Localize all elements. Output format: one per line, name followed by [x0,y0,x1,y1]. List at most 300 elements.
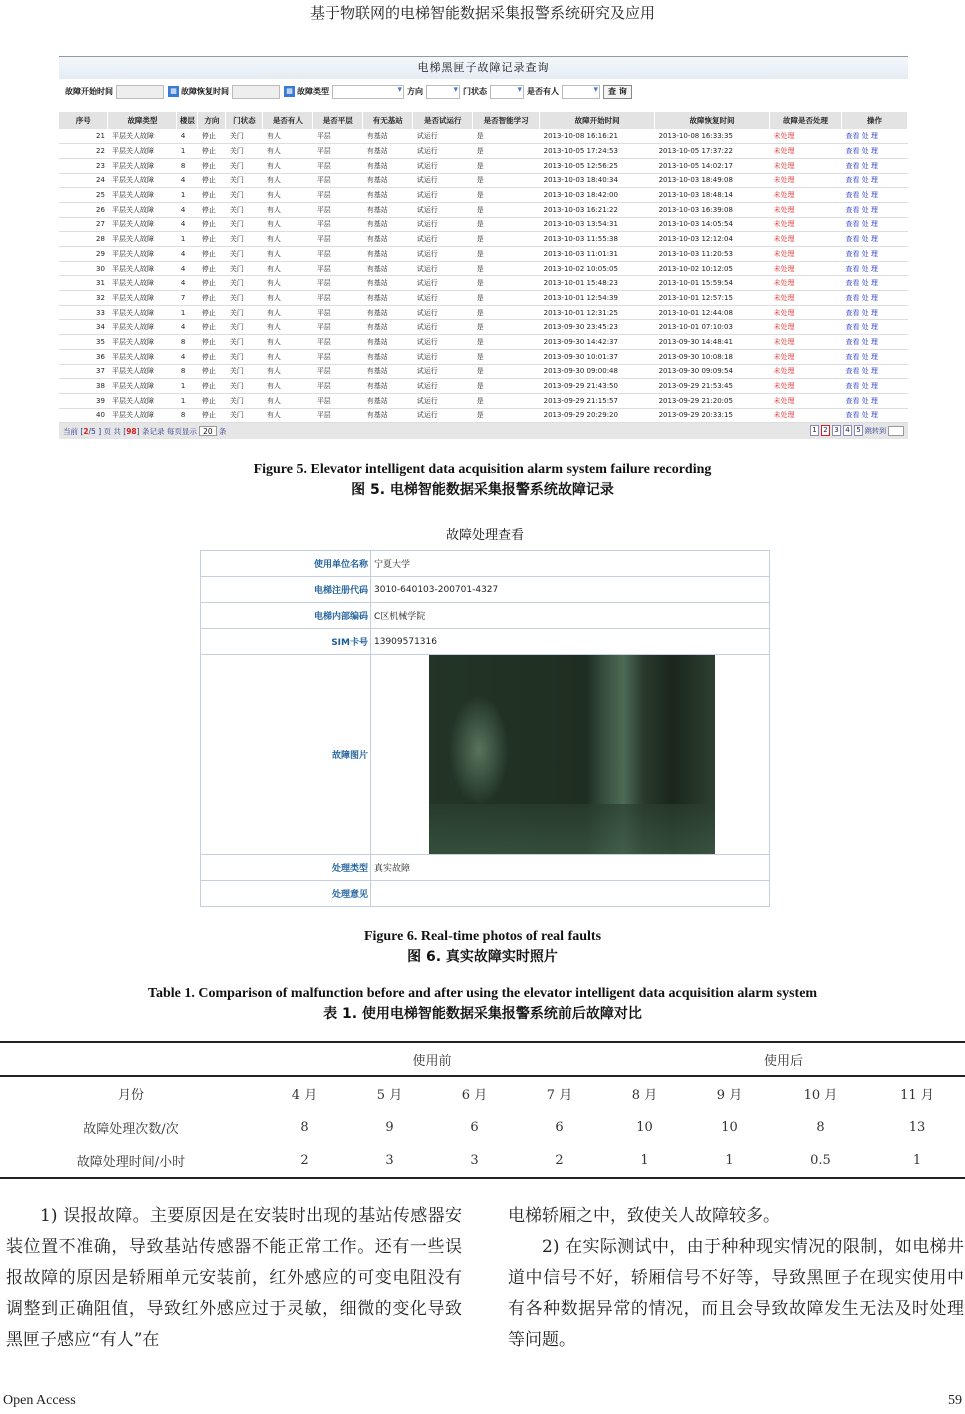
table-cell: 故障处理时间/小时 [0,1144,262,1178]
table-cell: 有人 [263,261,313,276]
page-link[interactable]: 2 [821,425,830,436]
table-cell: 平层 [313,144,363,159]
table-cell: 有基站 [363,393,413,408]
table-cell: 40 [59,408,108,423]
status-badge: 未处理 [770,217,842,232]
table-cell: 2013-10-03 18:42:00 [540,188,655,203]
row-actions-link[interactable]: 查看 处 理 [841,335,907,350]
fault-view-table [200,550,770,907]
table-cell: 有基站 [363,261,413,276]
table-cell: 1 [602,1144,687,1178]
table-row [59,129,908,144]
page-link[interactable]: 3 [832,425,841,436]
table-cell: 10 月 [803,1088,838,1103]
page-link[interactable]: 4 [843,425,852,436]
table-cell: 平层关人故障 [108,232,177,247]
table-cell: 有人 [263,364,313,379]
table-cell: 2013-10-01 07:10:03 [655,320,770,335]
table-cell: 试运行 [413,188,473,203]
table-cell: 是 [473,158,540,173]
table-cell: 是 [473,129,540,144]
table-cell: 是 [473,217,540,232]
table-cell: 停止 [198,408,226,423]
table-cell: 平层 [313,393,363,408]
field-label: 电梯内部编码 [201,603,371,629]
status-badge: 未处理 [770,364,842,379]
table-cell: 2013-09-29 21:20:05 [655,393,770,408]
table-cell: 6 月 [461,1088,488,1103]
footer-open-access: Open Access [3,1393,76,1408]
table-cell: 4 [177,202,198,217]
status-badge: 未处理 [770,408,842,423]
row-actions-link[interactable]: 查看 处 理 [841,188,907,203]
table-cell: 试运行 [413,364,473,379]
field-value: 13909571316 [371,629,770,655]
table-cell: 29 [59,247,108,262]
table-cell: 关门 [226,261,263,276]
table-cell: 26 [59,202,108,217]
start-time-input[interactable] [116,85,164,99]
row-actions-link[interactable]: 查看 处 理 [841,173,907,188]
recover-time-label: 故障恢复时间 [181,87,229,96]
table-cell: 平层 [313,217,363,232]
table-cell: 停止 [198,393,226,408]
table-cell: 2013-09-29 21:15:57 [540,393,655,408]
table-cell: 1 [177,232,198,247]
jump-page-input[interactable] [888,426,904,436]
table-cell: 35 [59,335,108,350]
table-cell: 平层 [313,158,363,173]
table-cell: 7 [177,291,198,306]
table-cell: 4 [177,261,198,276]
field-value: 3010-640103-200701-4327 [371,577,770,603]
column-header: 故障恢复时间 [655,112,770,129]
field-row [201,603,770,629]
table-cell: 关门 [226,202,263,217]
table-cell: 1 [869,1144,965,1178]
status-badge: 未处理 [770,349,842,364]
table-cell: 是 [473,247,540,262]
row-actions-link[interactable]: 查看 处 理 [841,247,907,262]
status-badge: 未处理 [770,202,842,217]
column-header: 是否智能学习 [473,112,540,129]
table-cell: 有人 [263,320,313,335]
table-cell: 1 [177,188,198,203]
jump-label: 跳转到 [865,426,886,435]
table-cell: 21 [59,129,108,144]
field-label: SIM卡号 [201,629,371,655]
comparison-table [0,1041,965,1179]
table-cell: 有人 [263,232,313,247]
figure6-caption-en: Figure 6. Real-time photos of real faults [363,929,602,944]
table-cell: 8 [300,1119,309,1135]
row-actions-link[interactable]: 查看 处 理 [841,393,907,408]
table-cell: 4 [177,173,198,188]
table-cell: 关门 [226,393,263,408]
table-cell: 23 [59,158,108,173]
table-cell: 31 [59,276,108,291]
table-cell: 有人 [263,335,313,350]
table-cell: 平层关人故障 [108,247,177,262]
column-header: 门状态 [226,112,263,129]
table-cell: 平层关人故障 [108,129,177,144]
table-cell: 关门 [226,247,263,262]
table-cell: 13 [908,1119,926,1135]
table-cell: 平层关人故障 [108,217,177,232]
table-cell: 试运行 [413,379,473,394]
table-cell: 平层关人故障 [108,305,177,320]
table-cell: 2013-09-30 14:48:41 [655,335,770,350]
table-row [59,247,908,262]
table-cell: 有人 [263,276,313,291]
table-cell: 8 [177,158,198,173]
table-cell: 平层 [313,276,363,291]
table-cell: 2013-09-29 21:53:45 [655,379,770,394]
table-cell: 关门 [226,305,263,320]
field-row [201,629,770,655]
table-cell: 关门 [226,408,263,423]
table-cell: 3 [347,1144,432,1178]
table-cell: 4 [177,247,198,262]
photo-row [201,655,770,855]
table-cell: 试运行 [413,129,473,144]
table-cell: 1 [687,1144,772,1178]
table-cell: 1 [177,144,198,159]
table-row [59,408,908,423]
table-cell: 2013-10-01 12:44:08 [655,305,770,320]
occupied-select[interactable] [562,85,600,99]
table-cell: 关门 [226,320,263,335]
figure5-caption [0,462,965,499]
table-cell: 停止 [198,217,226,232]
table-row [59,320,908,335]
table-cell: 是 [473,349,540,364]
table-cell: 停止 [198,202,226,217]
column-header: 楼层 [177,112,198,129]
table-cell: 试运行 [413,393,473,408]
recover-time-input[interactable] [232,85,280,99]
table-cell: 10 [636,1119,653,1135]
row-actions-link[interactable]: 查看 处 理 [841,202,907,217]
column-header: 故障是否处理 [770,112,842,129]
status-badge: 未处理 [770,158,842,173]
status-badge: 未处理 [770,129,842,144]
column-header: 方向 [198,112,226,129]
table-cell: 2013-10-05 17:24:53 [540,144,655,159]
table-row [59,291,908,306]
table-cell: 37 [59,364,108,379]
table-cell: 5 月 [376,1088,403,1103]
table-row [59,349,908,364]
table-cell: 30 [59,261,108,276]
table-cell: 平层 [313,408,363,423]
table-cell: 平层 [313,379,363,394]
table-cell: 2013-10-08 16:33:35 [655,129,770,144]
handle-type-label: 处理类型 [201,855,371,881]
table-cell: 关门 [226,144,263,159]
table-cell: 2013-10-05 17:37:22 [655,144,770,159]
table-cell: 有基站 [363,188,413,203]
status-badge: 未处理 [770,188,842,203]
photo-label: 故障图片 [201,655,371,855]
pager-records-label: ] 条记录 每页显示 [136,426,197,436]
table-cell: 2013-10-03 13:54:31 [540,217,655,232]
table-cell: 有人 [263,173,313,188]
table-cell: 是 [473,276,540,291]
table-cell: 平层关人故障 [108,173,177,188]
footer-page-number: 59 [948,1393,962,1408]
fault-type-label: 故障类型 [297,87,329,96]
table-cell: 停止 [198,349,226,364]
row-actions-link[interactable]: 查看 处 理 [841,144,907,159]
table-cell: 2013-10-08 16:16:21 [540,129,655,144]
table-cell: 停止 [198,291,226,306]
table-cell: 2013-10-02 10:12:05 [655,261,770,276]
table-row [59,305,908,320]
table-cell: 试运行 [413,232,473,247]
table-row [59,261,908,276]
table-cell: 2 [262,1144,347,1178]
table-cell: 有人 [263,247,313,262]
fault-record-table [59,112,908,423]
table-cell: 24 [59,173,108,188]
table-cell: 关门 [226,379,263,394]
table-cell: 平层关人故障 [108,291,177,306]
table-cell: 平层关人故障 [108,320,177,335]
status-badge: 未处理 [770,232,842,247]
table-cell: 停止 [198,129,226,144]
table-cell: 平层关人故障 [108,364,177,379]
table-cell: 停止 [198,261,226,276]
table-cell: 有人 [263,349,313,364]
table-cell: 试运行 [413,305,473,320]
direction-label: 方向 [407,87,423,96]
column-header: 故障类型 [108,112,177,129]
table-cell: 试运行 [413,291,473,306]
table-cell: 33 [59,305,108,320]
status-badge: 未处理 [770,247,842,262]
opinion-row [201,881,770,907]
table-cell: 有人 [263,305,313,320]
table-cell: 关门 [226,217,263,232]
table-cell: 有人 [263,158,313,173]
row-actions-link[interactable]: 查看 处 理 [841,232,907,247]
table-cell: 32 [59,291,108,306]
status-badge: 未处理 [770,291,842,306]
table-cell: 1 [177,305,198,320]
table-cell: 平层关人故障 [108,144,177,159]
door-status-select[interactable] [490,85,524,99]
table-cell: 停止 [198,158,226,173]
column-header: 序号 [59,112,108,129]
table-cell: 关门 [226,188,263,203]
query-button[interactable]: 查 询 [603,85,632,99]
table-cell: 3 [432,1144,517,1178]
table-cell: 平层 [313,305,363,320]
calendar-icon[interactable]: ▦ [168,86,179,97]
table-cell: 6 [555,1119,564,1135]
status-badge: 未处理 [770,173,842,188]
body-left-column [6,1201,462,1356]
table-row [59,158,908,173]
table-cell: 是 [473,232,540,247]
table-cell: 有基站 [363,379,413,394]
table-cell: 2013-10-03 18:48:14 [655,188,770,203]
row-actions-link[interactable]: 查看 处 理 [841,379,907,394]
table-cell: 34 [59,320,108,335]
table-cell: 2013-10-01 15:59:54 [655,276,770,291]
table-cell: 2013-10-03 18:49:08 [655,173,770,188]
direction-select[interactable] [426,85,460,99]
table-cell: 0.5 [772,1144,869,1178]
table-row [59,173,908,188]
table-row [59,276,908,291]
table-cell: 平层关人故障 [108,379,177,394]
column-header: 是否平层 [313,112,363,129]
table-cell: 关门 [226,232,263,247]
table-cell: 关门 [226,173,263,188]
row-actions-link[interactable]: 查看 处 理 [841,261,907,276]
row-actions-link[interactable]: 查看 处 理 [841,349,907,364]
table-cell: 4 [177,349,198,364]
table-cell: 月份 [117,1088,144,1103]
page-link[interactable]: 5 [854,425,863,436]
table-cell: 平层 [313,232,363,247]
table-cell: 8 [177,364,198,379]
table-cell: 有基站 [363,173,413,188]
table-cell: 是 [473,379,540,394]
table-cell: 有人 [263,188,313,203]
table-header-row [59,112,908,129]
table-cell: 2013-09-29 20:33:15 [655,408,770,423]
table-cell: 2013-09-30 09:09:54 [655,364,770,379]
page-link[interactable]: 1 [810,425,819,436]
field-label: 电梯注册代码 [201,577,371,603]
table-cell: 27 [59,217,108,232]
table-cell: 平层关人故障 [108,188,177,203]
row-actions-link[interactable]: 查看 处 理 [841,217,907,232]
table-cell: 是 [473,335,540,350]
per-page-input[interactable]: 20 [199,426,217,436]
table-cell: 是 [473,408,540,423]
table-cell: 停止 [198,144,226,159]
table-cell: 平层关人故障 [108,276,177,291]
table-cell: 停止 [198,188,226,203]
column-header: 故障开始时间 [540,112,655,129]
table-cell: 平层 [313,129,363,144]
table-cell: 2013-10-01 12:54:39 [540,291,655,306]
start-time-label: 故障开始时间 [65,87,113,96]
row-actions-link[interactable]: 查看 处 理 [841,276,907,291]
month-header-row [0,1076,965,1110]
fault-photo [429,655,715,854]
table-cell: 39 [59,393,108,408]
status-badge: 未处理 [770,276,842,291]
table-cell: 关门 [226,291,263,306]
table-cell: 停止 [198,335,226,350]
table-cell: 2013-09-30 14:42:37 [540,335,655,350]
table-cell: 2013-10-03 14:05:54 [655,217,770,232]
panel-title: 电梯黑匣子故障记录查询 [59,57,908,79]
status-badge: 未处理 [770,379,842,394]
table-cell: 有人 [263,144,313,159]
group-header-row [0,1042,965,1076]
table-cell: 有基站 [363,291,413,306]
table-cell: 2013-10-03 12:12:04 [655,232,770,247]
table-cell: 是 [473,261,540,276]
pager-prefix: 当前 [ [63,426,84,436]
door-status-label: 门状态 [463,87,487,96]
page-links [808,425,904,436]
table-cell: 2013-10-03 18:40:34 [540,173,655,188]
paragraph: 1) 误报故障。主要原因是在安装时出现的基站传感器安装位置不准确，导致基站传感器不能正常工作。还有一些误报故障的原因是轿厢单元安装前，红外感应的可变电阻没有调整到正确阻值，导致红外感应过于灵敏，细微的变化导致黑匣子感应“有人”在 [6,1206,462,1350]
row-actions-link[interactable]: 查看 处 理 [841,129,907,144]
field-label: 使用单位名称 [201,551,371,577]
table-cell: 平层 [313,202,363,217]
body-right-column [508,1201,964,1356]
table-cell: 停止 [198,173,226,188]
table-cell: 2013-09-30 23:45:23 [540,320,655,335]
table-cell: 有基站 [363,276,413,291]
table-cell: 2013-09-30 10:08:18 [655,349,770,364]
table-cell: 2013-10-01 15:48:23 [540,276,655,291]
table-cell: 4 [177,276,198,291]
table-row [59,188,908,203]
row-actions-link[interactable]: 查看 处 理 [841,320,907,335]
row-actions-link[interactable]: 查看 处 理 [841,158,907,173]
group-before: 使用前 [262,1042,602,1076]
row-actions-link[interactable]: 查看 处 理 [841,364,907,379]
table-cell: 试运行 [413,217,473,232]
paragraph: 2) 在实际测试中，由于种种现实情况的限制，如电梯井道中信号不好，轿厢信号不好等，导致黑匣子在现实使用中有各种数据异常的情况，而且会导致故障发生无法及时处理等问题。 [508,1237,964,1350]
calendar-icon[interactable]: ▦ [284,86,295,97]
table-cell: 平层关人故障 [108,393,177,408]
table-cell: 有人 [263,291,313,306]
field-row [201,551,770,577]
table-cell: 关门 [226,364,263,379]
table-cell: 有人 [263,202,313,217]
table-cell: 是 [473,393,540,408]
row-actions-link[interactable]: 查看 处 理 [841,305,907,320]
table-cell: 是 [473,173,540,188]
row-actions-link[interactable]: 查看 处 理 [841,291,907,306]
table-cell: 有基站 [363,408,413,423]
table-cell: 4 [177,320,198,335]
table-cell: 平层关人故障 [108,158,177,173]
figure5-caption-zh: 图 5. 电梯智能数据采集报警系统故障记录 [351,482,614,498]
table-cell: 平层关人故障 [108,202,177,217]
table-cell: 关门 [226,129,263,144]
table-cell: 停止 [198,320,226,335]
table-cell: 2013-10-01 12:31:25 [540,305,655,320]
table-cell: 1 [177,393,198,408]
table-cell: 8 [816,1119,825,1135]
table-cell: 7 月 [546,1088,573,1103]
status-badge: 未处理 [770,335,842,350]
table-cell: 是 [473,305,540,320]
table-row [59,335,908,350]
status-badge: 未处理 [770,261,842,276]
fault-type-select[interactable] [332,85,404,99]
column-header: 有无基站 [363,112,413,129]
table-cell: 有基站 [363,217,413,232]
table-cell: 平层 [313,247,363,262]
table-cell: 试运行 [413,349,473,364]
table-cell: 2 [517,1144,602,1178]
column-header: 是否有人 [263,112,313,129]
row-actions-link[interactable]: 查看 处 理 [841,408,907,423]
filter-bar [59,79,908,104]
